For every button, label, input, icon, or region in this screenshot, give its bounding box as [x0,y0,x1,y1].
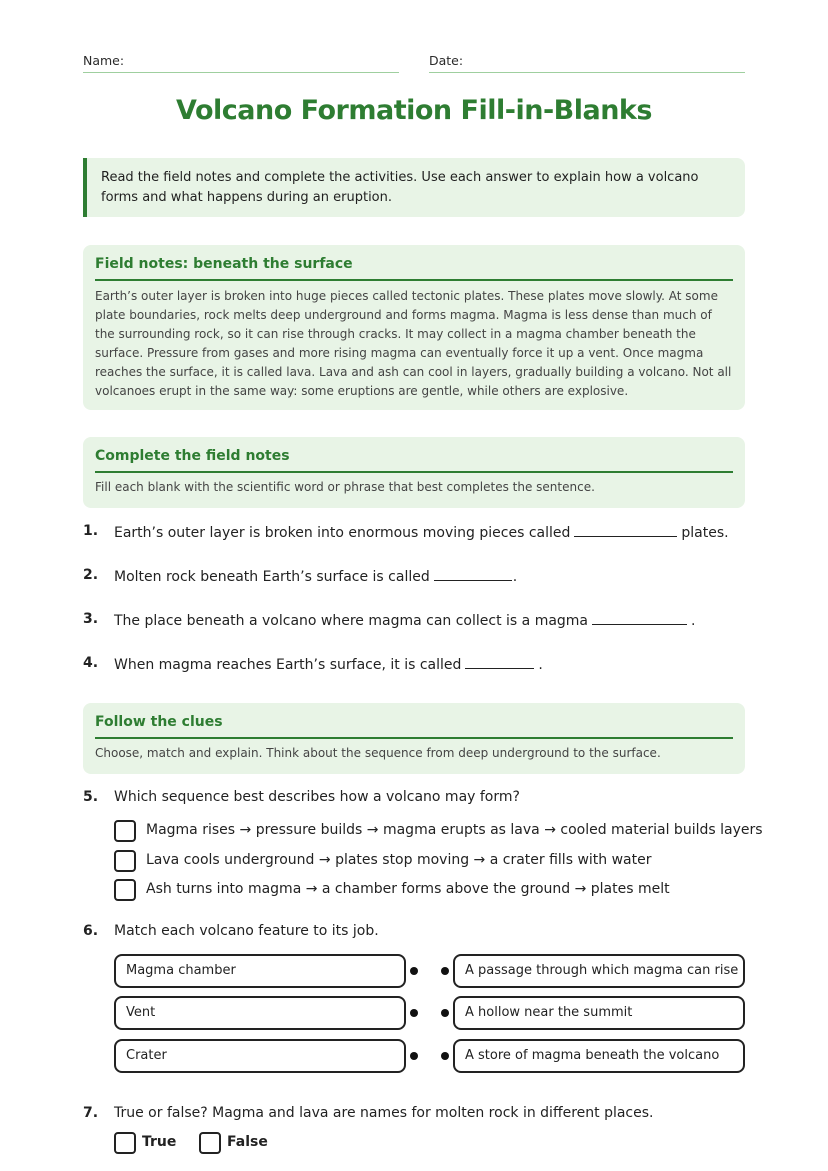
name-date-row [83,52,745,74]
date-label: Date: [429,53,464,68]
complete-section-instruction: Fill each blank with the scientific word or phrase that best completes the sentence. [95,480,595,494]
match-dot-right-2[interactable] [441,1009,449,1017]
answer-blank[interactable] [434,567,512,581]
question-text: Match each volcano feature to its job. [114,923,379,939]
checkbox[interactable] [114,820,136,842]
checkbox[interactable] [114,879,136,901]
answer-blank[interactable] [465,655,534,669]
true-label: True [142,1134,177,1150]
question-number: 3. [83,611,99,627]
name-field[interactable] [83,52,399,73]
question-text: When magma reaches Earth’s surface, it is called [114,657,462,673]
match-dot-left-2[interactable] [410,1009,418,1017]
match-job-store[interactable]: A store of magma beneath the volcano [453,1039,745,1073]
match-dot-right-3[interactable] [441,1052,449,1060]
clues-section-heading: Follow the clues [95,714,733,739]
option-label: Magma rises → pressure builds → magma erupts as lava → cooled material builds layers [146,822,763,838]
intro-callout: Read the field notes and complete the activities. Use each answer to explain how a volcano forms and what happens during an eruption. [83,158,745,217]
answer-blank[interactable] [592,611,687,625]
checkbox[interactable] [114,850,136,872]
complete-section-heading: Complete the field notes [95,448,733,473]
option-label: Lava cools underground → plates stop moving → a crater fills with water [146,852,652,868]
question-text: The place beneath a volcano where magma can collect is a magma [114,613,589,629]
field-notes-heading: Field notes: beneath the surface [95,256,733,281]
answer-blank[interactable] [574,523,677,537]
question-text: Which sequence best describes how a volcano may form? [114,789,520,805]
question-number: 4. [83,655,99,671]
name-label: Name: [83,53,125,68]
match-job-passage[interactable]: A passage through which magma can rise [453,954,745,988]
false-label: False [227,1134,268,1150]
true-checkbox[interactable] [114,1132,136,1154]
match-feature-vent[interactable]: Vent [114,996,406,1030]
match-feature-crater[interactable]: Crater [114,1039,406,1073]
option-label: Ash turns into magma → a chamber forms above the ground → plates melt [146,881,670,897]
question-text: Earth’s outer layer is broken into enormous moving pieces called [114,525,571,541]
question-text-after: . [512,569,518,585]
clues-section-instruction: Choose, match and explain. Think about the sequence from deep underground to the surface. [95,746,661,760]
match-dot-right-1[interactable] [441,967,449,975]
field-notes-body: Earth’s outer layer is broken into huge pieces called tectonic plates. These plates move slowly. At some plate boundaries, rock melts deep underground and forms magma. Magma is less dense than much of the surrounding rock, so it can rise through cracks. It may collect in a magma chamber beneath the surface. Pressure from gases and more rising magma can eventually force it up a vent. Once magma reaches the surface, it is called lava. Lava and ash can cool in layers, gradually building a volcano. Not all volcanoes erupt in the same way: some eruptions are gentle, while others are explosive. [95,289,732,398]
page-title: Volcano Formation Fill-in-Blanks [176,95,652,126]
question-number: 1. [83,523,99,539]
date-field[interactable] [429,52,745,73]
question-text: True or false? Magma and lava are names for molten rock in different places. [114,1105,654,1121]
complete-section-panel [83,437,745,508]
match-dot-left-1[interactable] [410,967,418,975]
match-job-hollow[interactable]: A hollow near the summit [453,996,745,1030]
match-feature-magma-chamber[interactable]: Magma chamber [114,954,406,988]
question-number: 7. [83,1105,99,1121]
clues-section-panel [83,703,745,774]
false-checkbox[interactable] [199,1132,221,1154]
field-notes-panel [83,245,745,410]
question-text-after: . [538,657,543,673]
question-number: 2. [83,567,99,583]
match-dot-left-3[interactable] [410,1052,418,1060]
question-text: Molten rock beneath Earth’s surface is called [114,569,430,585]
question-number: 6. [83,923,99,939]
question-text-after: . [691,613,696,629]
question-text-after: plates. [681,525,729,541]
question-number: 5. [83,789,99,805]
